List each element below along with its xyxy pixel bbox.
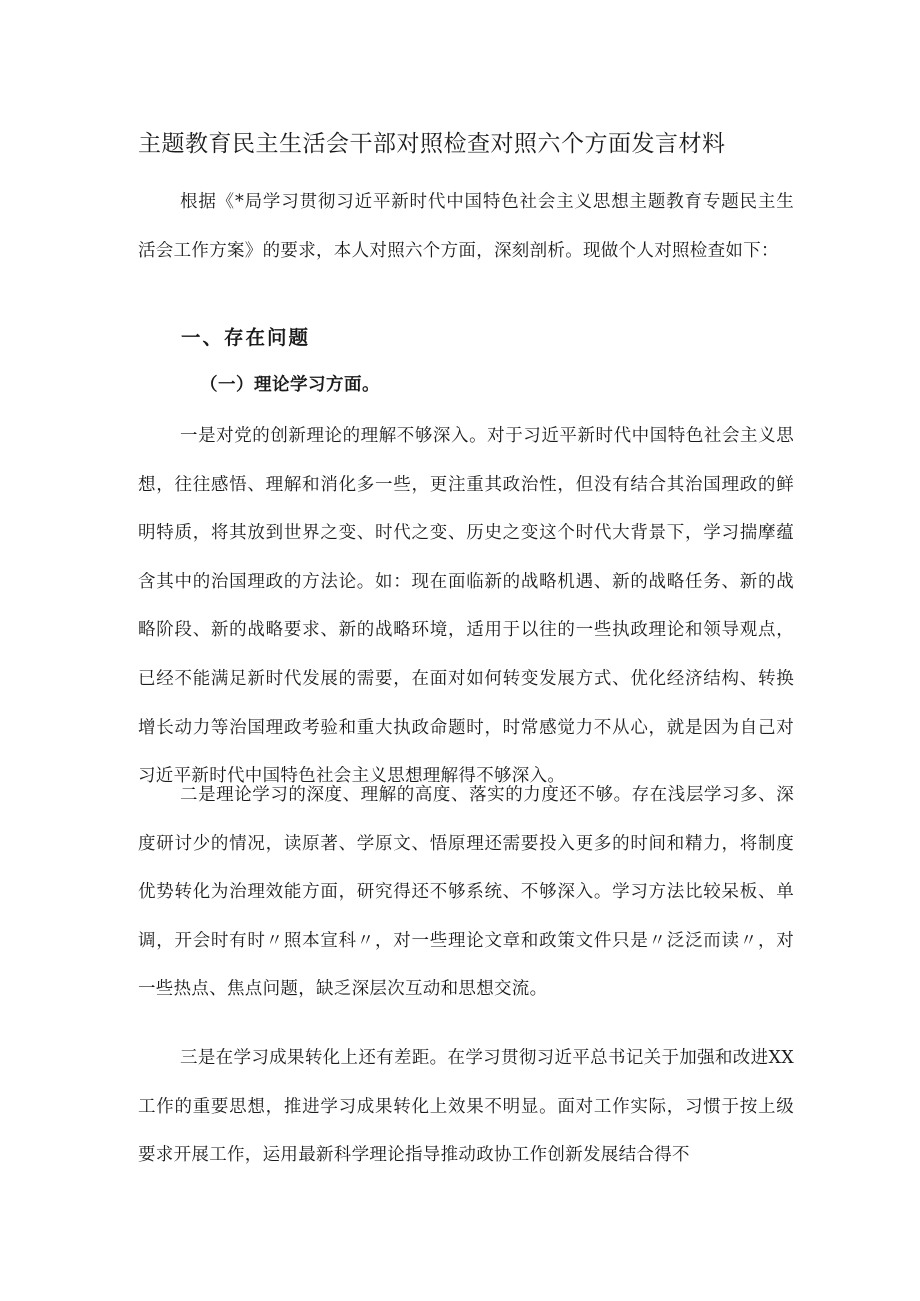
subsection-heading-theory-study: （一）理论学习方面。 xyxy=(200,375,380,395)
body-paragraph-3: 三是在学习成果转化上还有差距。在学习贯彻习近平总书记关于加强和改进XX工作的重要思想，推进学习成果转化上效果不明显。面对工作实际，习惯于按上级要求开展工作，运用最新科学理论指导推动政协工作创新发展结合得不 xyxy=(138,1048,794,1166)
body-paragraph-2: 二是理论学习的深度、理解的高度、落实的力度还不够。存在浅层学习多、深度研讨少的情况，读原著、学原文、悟原理还需要投入更多的时间和精力，将制度优势转化为治理效能方面，研究得还不够系统、不够深入。学习方法比较呆板、单调，开会时有时〃照本宣科〃，对一些理论文章和政策文件只是〃泛泛而读〃，对一些热点、焦点问题，缺乏深层次互动和思想交流。 xyxy=(138,785,794,1000)
document-title: 主题教育民主生活会干部对照检查对照六个方面发言材料 xyxy=(138,131,726,157)
intro-paragraph: 根据《*局学习贯彻习近平新时代中国特色社会主义思想主题教育专题民主生活会工作方案》的要求，本人对照六个方面，深刻剖析。现做个人对照检查如下： xyxy=(138,192,794,261)
section-heading-problems: 一、存在问题 xyxy=(181,326,311,349)
body-paragraph-1: 一是对党的创新理论的理解不够深入。对于习近平新时代中国特色社会主义思想，往往感悟、理解和消化多一些，更注重其政治性，但没有结合其治国理政的鲜明特质，将其放到世界之变、时代之变、历史之变这个时代大背景下，学习揣摩蕴含其中的治国理政的方法论。如：现在面临新的战略机遇、新的战略任务、新的战略阶段、新的战略要求、新的战略环境，适用于以往的一些执政理论和领导观点，已经不能满足新时代发展的需要，在面对如何转变发展方式、优化经济结构、转换增长动力等治国理政考验和重大执政命题时，时常感觉力不从心，就是因为自己对习近平新时代中国特色社会主义思想理解得不够深入。 xyxy=(138,426,794,787)
